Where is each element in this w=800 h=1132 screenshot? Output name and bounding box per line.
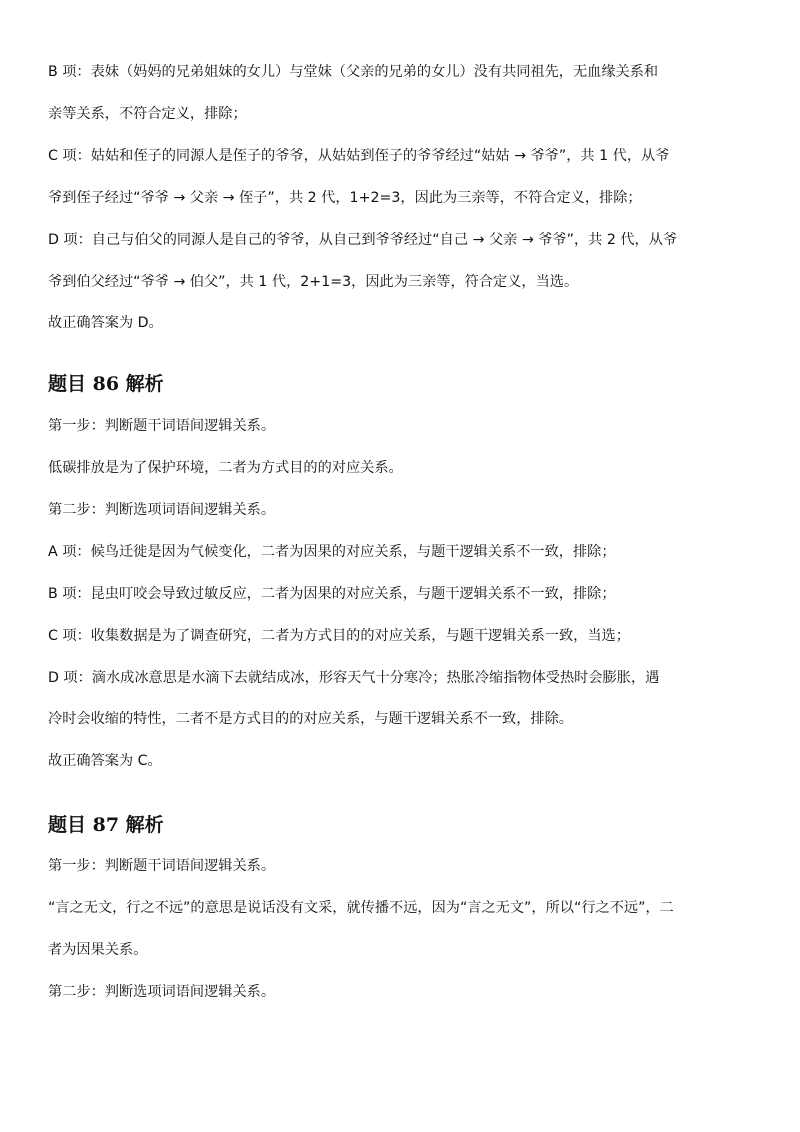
option-b-line-2: 亲等关系，不符合定义，排除； (48, 106, 247, 122)
step-1-line: 第一步：判断题干词语间逻辑关系。 (48, 858, 276, 874)
step-2-line: 第二步：判断选项词语间逻辑关系。 (48, 984, 276, 1000)
step-1-line: 第一步：判断题干词语间逻辑关系。 (48, 418, 276, 434)
option-a-line: A 项：候鸟迁徙是因为气候变化，二者为因果的对应关系，与题干逻辑关系不一致，排除； (48, 544, 616, 560)
option-d-line-1: D 项：自己与伯父的同源人是自己的爷爷，从自己到爷爷经过“自己 → 父亲 → 爷爷”，共 2 代，从爷 (48, 232, 678, 248)
stem-line-1: “言之无文，行之不远”的意思是说话没有文采，就传播不远，因为“言之无文”，所以“行之不远”，二 (48, 900, 674, 916)
option-c-line-2: 爷到侄子经过“爷爷 → 父亲 → 侄子”，共 2 代，1+2=3，因此为三亲等，不符合定义，排除； (48, 190, 642, 206)
option-d-line-2: 冷时会收缩的特性，二者不是方式目的的对应关系，与题干逻辑关系不一致，排除。 (48, 711, 573, 727)
stem-line-2: 者为因果关系。 (48, 942, 148, 958)
section-heading-86: 题目 86 解析 (48, 373, 164, 395)
section-heading-87: 题目 87 解析 (48, 814, 164, 836)
option-c-line: C 项：收集数据是为了调查研究，二者为方式目的的对应关系，与题干逻辑关系一致，当选； (48, 628, 630, 644)
option-c-line-1: C 项：姑姑和侄子的同源人是侄子的爷爷，从姑姑到侄子的爷爷经过“姑姑 → 爷爷”，共 1 代，从爷 (48, 148, 670, 164)
answer-line: 故正确答案为 D。 (48, 315, 163, 331)
stem-line: 低碳排放是为了保护环境，二者为方式目的的对应关系。 (48, 460, 403, 476)
step-2-line: 第二步：判断选项词语间逻辑关系。 (48, 502, 276, 518)
option-b-line-1: B 项：表妹（妈妈的兄弟姐妹的女儿）与堂妹（父亲的兄弟的女儿）没有共同祖先，无血缘关系和 (48, 64, 659, 80)
option-d-line-2: 爷到伯父经过“爷爷 → 伯父”，共 1 代，2+1=3，因此为三亲等，符合定义，当选。 (48, 274, 579, 290)
option-d-line-1: D 项：滴水成冰意思是水滴下去就结成冰，形容天气十分寒冷；热胀冷缩指物体受热时会膨胀，遇 (48, 670, 660, 686)
answer-line: 故正确答案为 C。 (48, 753, 162, 769)
option-b-line: B 项：昆虫叮咬会导致过敏反应，二者为因果的对应关系，与题干逻辑关系不一致，排除； (48, 586, 616, 602)
